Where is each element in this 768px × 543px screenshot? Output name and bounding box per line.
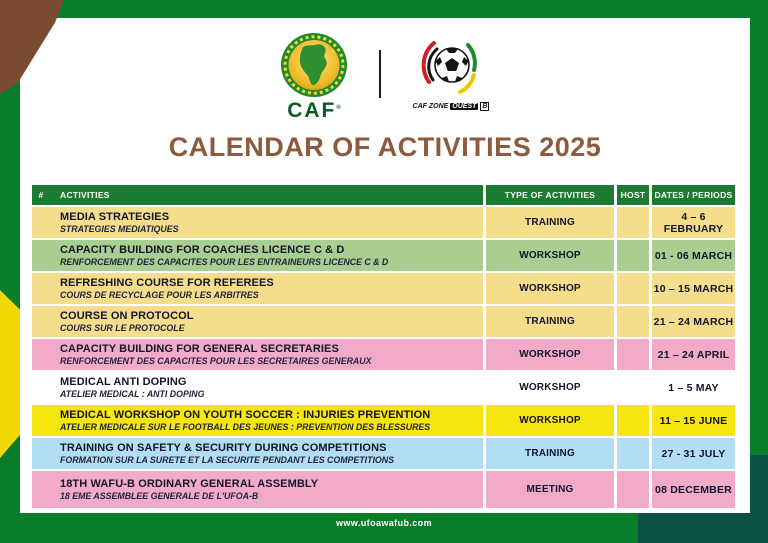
flyer-content	[20, 18, 750, 513]
activity-name-en: MEDICAL ANTI DOPING	[60, 376, 187, 389]
activity-name-en: TRAINING ON SAFETY & SECURITY DURING COMPETITIONS	[60, 442, 387, 455]
table-row	[32, 306, 735, 337]
row-number-cell	[32, 306, 50, 337]
logo-row	[20, 28, 750, 120]
row-number-cell	[32, 438, 50, 469]
table-row	[32, 438, 735, 469]
caf-logo	[271, 31, 357, 122]
dates-cell: 4 – 6 FEBRUARY	[649, 207, 735, 238]
table-row	[32, 471, 735, 508]
column-header-type: TYPE OF ACTIVITIES	[483, 185, 614, 205]
activity-cell	[50, 339, 483, 370]
africa-globe-icon	[279, 31, 349, 101]
activity-cell	[50, 207, 483, 238]
type-cell: WORKSHOP	[483, 405, 614, 436]
table-body	[32, 207, 735, 508]
row-number-cell	[32, 405, 50, 436]
activity-cell	[50, 240, 483, 271]
host-cell	[614, 306, 649, 337]
registered-mark: ®	[336, 104, 341, 111]
page-title: CALENDAR OF ACTIVITIES 2025	[168, 132, 602, 162]
activity-name-en: 18TH WAFU-B ORDINARY GENERAL ASSEMBLY	[60, 478, 319, 491]
table-row	[32, 273, 735, 304]
activity-name-fr: 18 EME ASSEMBLEE GENERALE DE L'UFOA-B	[60, 490, 259, 501]
row-number-cell	[32, 339, 50, 370]
host-cell	[614, 405, 649, 436]
activity-name-en: COURSE ON PROTOCOL	[60, 310, 194, 323]
activity-name-en: CAPACITY BUILDING FOR COACHES LICENCE C & D	[60, 244, 345, 257]
dates-cell: 27 - 31 JULY	[649, 438, 735, 469]
table-row	[32, 372, 735, 403]
activity-name-fr: ATELIER MEDICAL : ANTI DOPING	[60, 388, 205, 399]
column-header-number: #	[38, 190, 44, 200]
dates-cell: 10 – 15 MARCH	[649, 273, 735, 304]
activity-name-fr: RENFORCEMENT DES CAPACITES POUR LES ENTRAINEURS LICENCE C & D	[60, 256, 389, 267]
activity-cell	[50, 471, 483, 508]
soccer-ball-icon	[419, 38, 483, 100]
activity-name-fr: COURS DE RECYCLAGE POUR LES ARBITRES	[60, 289, 259, 300]
row-number-cell	[32, 240, 50, 271]
dates-cell: 21 – 24 APRIL	[649, 339, 735, 370]
column-header-host: HOST	[614, 185, 649, 205]
host-cell	[614, 240, 649, 271]
type-cell: MEETING	[483, 471, 614, 508]
activity-name-en: MEDIA STRATEGIES	[60, 211, 170, 224]
activity-name-fr: ATELIER MEDICALE SUR LE FOOTBALL DES JEUNES : PREVENTION DES BLESSURES	[60, 421, 431, 432]
host-cell	[614, 207, 649, 238]
dates-cell: 08 DECEMBER	[649, 471, 735, 508]
type-cell: WORKSHOP	[483, 339, 614, 370]
type-cell: WORKSHOP	[483, 273, 614, 304]
host-cell	[614, 471, 649, 508]
host-cell	[614, 438, 649, 469]
row-number-cell	[32, 273, 50, 304]
activities-table	[32, 185, 735, 510]
activity-cell	[50, 273, 483, 304]
zone-b-badge: B	[482, 102, 488, 110]
activity-name-en: CAPACITY BUILDING FOR GENERAL SECRETARIES	[60, 343, 339, 356]
type-cell: WORKSHOP	[483, 372, 614, 403]
type-cell: TRAINING	[483, 438, 614, 469]
caf-zone-ouest-b-logo	[403, 38, 499, 111]
host-cell	[614, 339, 649, 370]
table-row	[32, 339, 735, 370]
activity-name-en: MEDICAL WORKSHOP ON YOUTH SOCCER : INJURIES PREVENTION	[60, 409, 431, 422]
type-cell: TRAINING	[483, 306, 614, 337]
activity-name-fr: COURS SUR LE PROTOCOLE	[60, 322, 185, 333]
activity-cell	[50, 405, 483, 436]
footer-website-url: www.ufoawafub.com	[336, 518, 432, 528]
caf-wordmark: CAF®	[287, 98, 341, 122]
table-row	[32, 207, 735, 238]
row-number-cell	[32, 372, 50, 403]
table-row	[32, 405, 735, 436]
dates-cell: 21 – 24 MARCH	[649, 306, 735, 337]
column-header-activities: ACTIVITIES	[60, 190, 110, 200]
row-number-cell	[32, 207, 50, 238]
activity-name-fr: STRATEGIES MEDIATIQUES	[60, 223, 179, 234]
dates-cell: 1 – 5 MAY	[649, 372, 735, 403]
table-row	[32, 240, 735, 271]
activity-name-en: REFRESHING COURSE FOR REFEREES	[60, 277, 274, 290]
type-cell: TRAINING	[483, 207, 614, 238]
column-header-dates: DATES / PERIODS	[649, 185, 735, 205]
type-cell: WORKSHOP	[483, 240, 614, 271]
zone-wordmark: CAF ZONE OUEST B	[412, 102, 488, 110]
zone-ouest-badge: OUEST	[452, 102, 477, 110]
activity-cell	[50, 438, 483, 469]
activity-name-fr: FORMATION SUR LA SURETE ET LA SECURITE PENDANT LES COMPETITIONS	[60, 454, 394, 465]
logo-divider	[379, 50, 381, 98]
row-number-cell	[32, 471, 50, 508]
host-cell	[614, 273, 649, 304]
table-header-row	[32, 185, 735, 205]
activity-name-fr: RENFORCEMENT DES CAPACITES POUR LES SECRETAIRES GENERAUX	[60, 355, 372, 366]
activity-cell	[50, 306, 483, 337]
host-cell	[614, 372, 649, 403]
dates-cell: 11 – 15 JUNE	[649, 405, 735, 436]
dates-cell: 01 - 06 MARCH	[649, 240, 735, 271]
activity-cell	[50, 372, 483, 403]
